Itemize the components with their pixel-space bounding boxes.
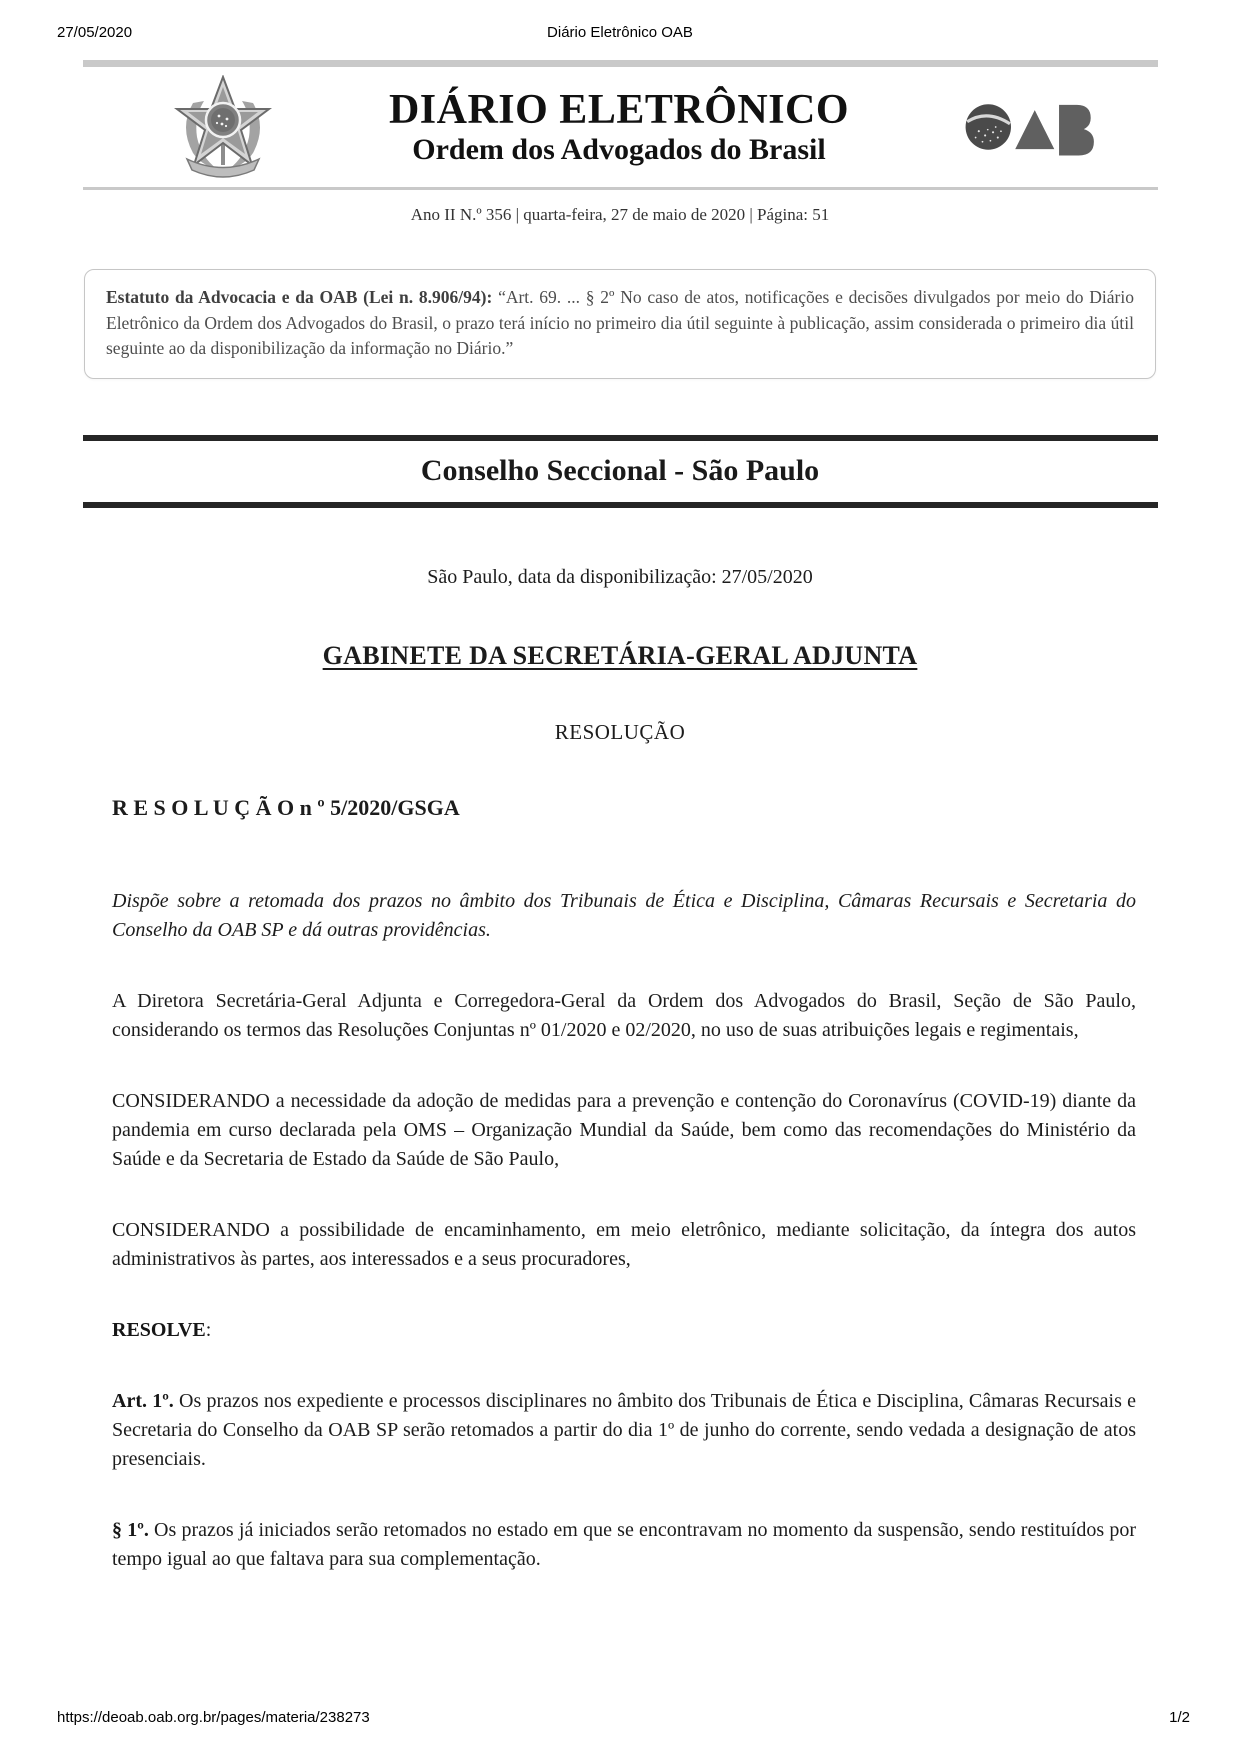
resolve-label: RESOLVE bbox=[112, 1318, 206, 1341]
office-heading: GABINETE DA SECRETÁRIA-GERAL ADJUNTA bbox=[322, 640, 918, 670]
oab-logo-icon bbox=[964, 98, 1096, 156]
article-body bbox=[112, 795, 1136, 1574]
top-divider-bar bbox=[83, 60, 1158, 67]
section-rule-bottom bbox=[83, 502, 1158, 508]
section-title: Conselho Seccional - São Paulo bbox=[420, 453, 820, 487]
masthead-subtitle: Ordem dos Advogados do Brasil bbox=[412, 132, 826, 166]
footer-url: https://deoab.oab.org.br/pages/materia/238273 bbox=[57, 1709, 370, 1726]
consideration-paragraph-1: CONSIDERANDO a necessidade da adoção de medidas para a prevenção e contenção do Coronavírus (COVID-19) diante da pandemia em curso declarada pela OMS – Organização Mundial da Saúde, bem como das recomendações do Ministério da Saúde e da Secretaria de Estado da Saúde de São Paulo, bbox=[112, 1089, 1136, 1170]
print-footer bbox=[57, 1709, 1190, 1726]
resolve-colon: : bbox=[205, 1318, 212, 1341]
statute-text: “Art. 69. ... § 2º No caso de atos, notificações e decisões divulgados por meio do Diário Eletrônico da Ordem dos Advogados do Brasil, o prazo terá início no primeiro dia útil seguinte à publicação, assim considerada o primeiro dia útil seguinte ao da disponibilização da informação no Diário.” bbox=[106, 287, 1134, 358]
print-date: 27/05/2020 bbox=[57, 24, 133, 41]
paragraph-1-lead: § 1º. bbox=[112, 1518, 149, 1541]
masthead bbox=[83, 67, 1158, 187]
paragraph-1-clause bbox=[112, 1516, 1136, 1574]
resolution-number: R E S O L U Ç Ã O n º 5/2020/GSGA bbox=[112, 794, 460, 820]
article-1-paragraph bbox=[112, 1387, 1136, 1474]
edition-line: Ano II N.º 356 | quarta-feira, 27 de maio de 2020 | Página: 51 bbox=[410, 205, 830, 224]
availability-date: São Paulo, data da disponibilização: 27/05/2020 bbox=[427, 565, 813, 588]
footer-page-indicator: 1/2 bbox=[1169, 1709, 1190, 1726]
article-1-lead: Art. 1º. bbox=[112, 1389, 174, 1412]
print-title: Diário Eletrônico OAB bbox=[547, 24, 693, 41]
resolve-line bbox=[112, 1316, 1136, 1345]
article-1-text: Os prazos nos expediente e processos disciplinares no âmbito dos Tribunais de Ética e Disciplina, Câmaras Recursais e Secretaria do Conselho da OAB SP serão retomados a partir do dia 1º de junho do corrente, sendo vedada a designação de atos presenciais. bbox=[112, 1389, 1136, 1470]
summary-paragraph: Dispõe sobre a retomada dos prazos no âmbito dos Tribunais de Ética e Disciplina, Câmaras Recursais e Secretaria do Conselho da OAB SP e dá outras providências. bbox=[112, 889, 1136, 941]
doc-type-label: RESOLUÇÃO bbox=[554, 719, 686, 744]
masthead-titles bbox=[275, 88, 964, 165]
paragraph-1-text: Os prazos já iniciados serão retomados no estado em que se encontravam no momento da suspensão, sendo restituídos por tempo igual ao que faltava para sua complementação. bbox=[112, 1518, 1136, 1570]
brazil-coat-of-arms-icon bbox=[171, 75, 275, 179]
masthead-title: DIÁRIO ELETRÔNICO bbox=[388, 87, 850, 134]
masthead-bottom-divider bbox=[83, 187, 1158, 190]
preamble-paragraph: A Diretora Secretária-Geral Adjunta e Corregedora-Geral da Ordem dos Advogados do Brasil, Seção de São Paulo, considerando os termos das Resoluções Conjuntas nº 01/2020 e 02/2020, no uso de suas atribuições legais e regimentais, bbox=[112, 989, 1136, 1041]
statute-box bbox=[84, 269, 1156, 379]
consideration-paragraph-2: CONSIDERANDO a possibilidade de encaminhamento, em meio eletrônico, mediante solicitação, da íntegra dos autos administrativos às partes, aos interessados e a seus procuradores, bbox=[112, 1218, 1136, 1270]
statute-lead: Estatuto da Advocacia e da OAB (Lei n. 8.906/94): bbox=[106, 287, 493, 307]
print-header bbox=[0, 0, 1240, 41]
